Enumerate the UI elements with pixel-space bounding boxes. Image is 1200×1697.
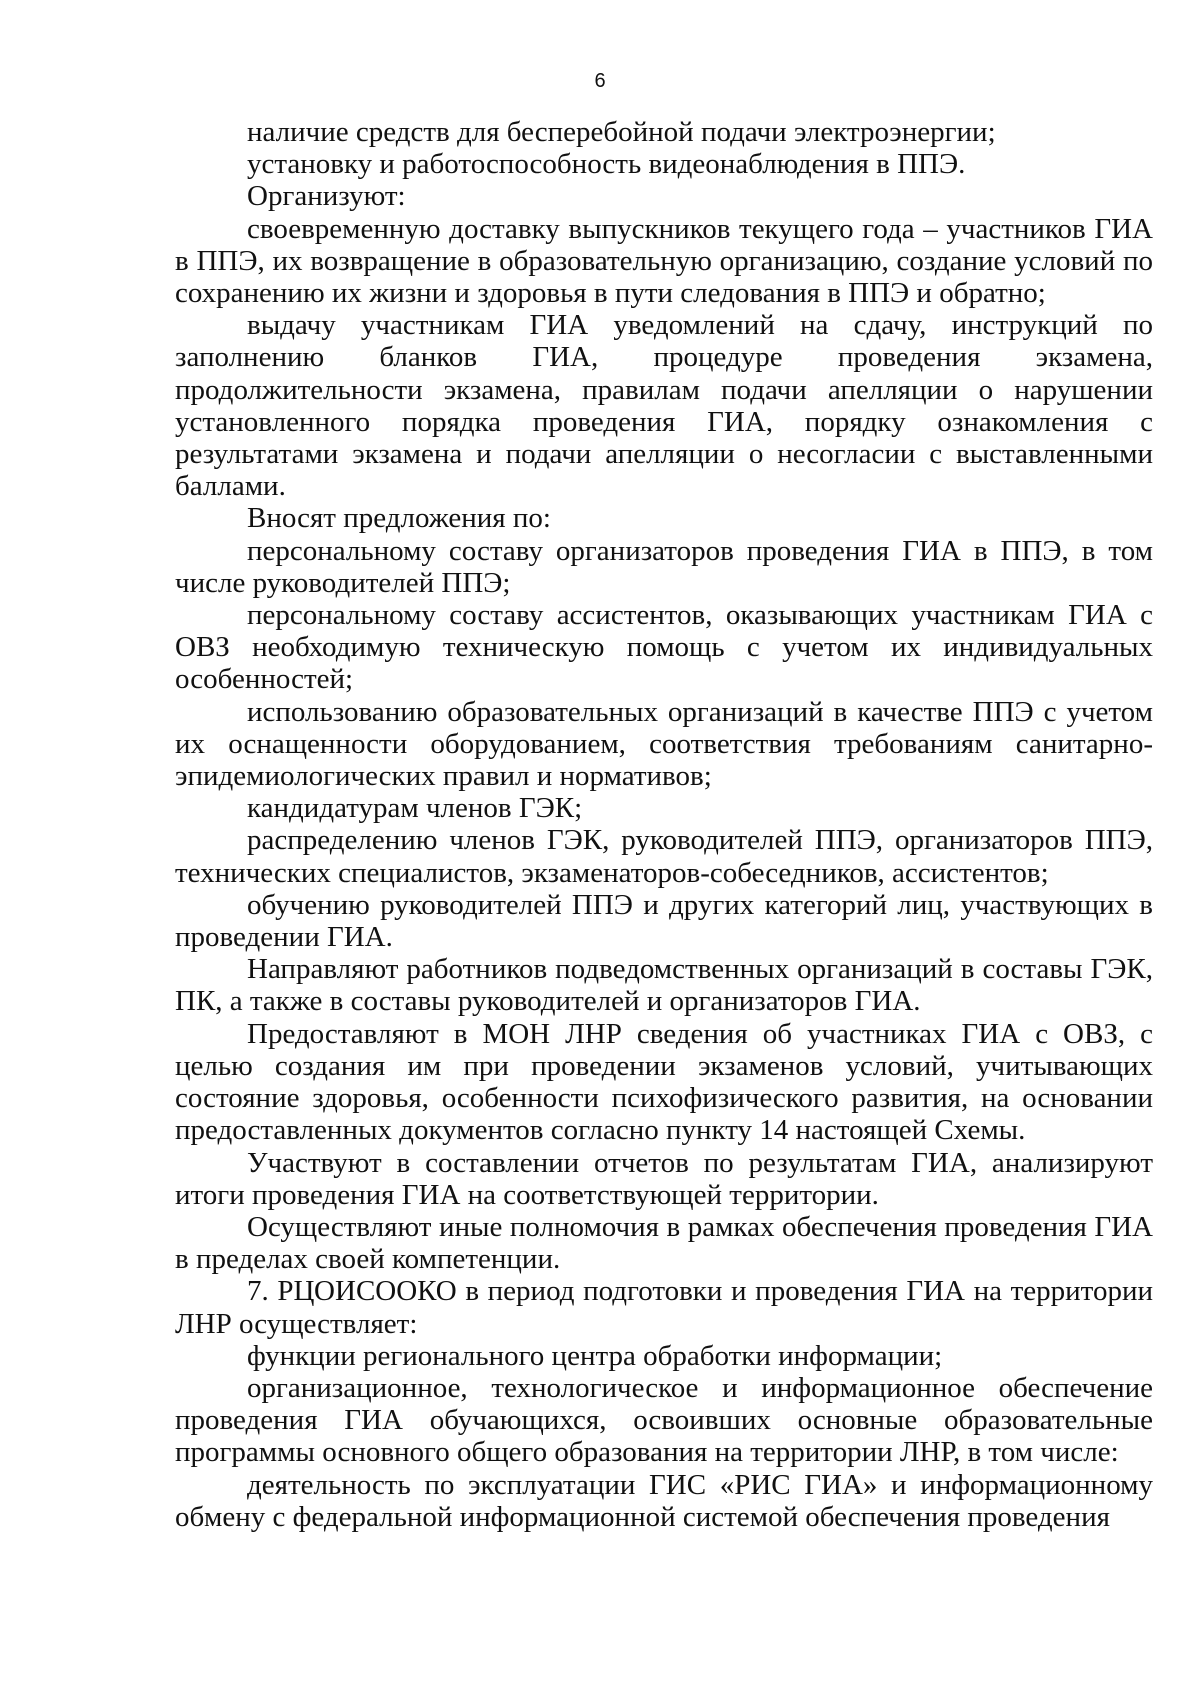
paragraph: Осуществляют иные полномочия в рамках обеспечения проведения ГИА в пределах своей компетенции.	[175, 1210, 1153, 1276]
paragraph: выдачу участникам ГИА уведомлений на сдачу, инструкций по заполнению бланков ГИА, процедуре проведения экзамена, продолжительности экзамена, правилам подачи апелляции о нарушении установленного порядка проведения ГИА, порядку ознакомления с результатами экзамена и подачи апелляции о несогласии с выставленными баллами.	[175, 309, 1153, 503]
paragraph: Направляют работников подведомственных организаций в составы ГЭК, ПК, а также в составы руководителей и организаторов ГИА.	[175, 953, 1153, 1018]
paragraph: Участвуют в составлении отчетов по результатам ГИА, анализируют итоги проведения ГИА на соответствующей территории.	[175, 1146, 1153, 1211]
paragraph: Предоставляют в МОН ЛНР сведения об участниках ГИА с ОВЗ, с целью создания им при проведении экзаменов условий, учитывающих состояние здоровья, особенности психофизического развития, на основании предоставленных документов согласно пункту 14 настоящей Схемы.	[175, 1017, 1153, 1147]
paragraph: использованию образовательных организаций в качестве ППЭ с учетом их оснащенности оборудованием, соответствия требованиям санитарно-эпидемиологических правил и нормативов;	[175, 695, 1153, 793]
body-text	[175, 116, 1153, 1533]
page-number: 6	[594, 70, 606, 92]
paragraph: распределению членов ГЭК, руководителей ППЭ, организаторов ППЭ, технических специалистов, экзаменаторов-собеседников, ассистентов;	[175, 824, 1153, 889]
paragraph: установку и работоспособность видеонаблюдения в ППЭ.	[247, 148, 966, 181]
paragraph: 7. РЦОИСООКО в период подготовки и проведения ГИА на территории ЛНР осуществляет:	[175, 1275, 1153, 1340]
paragraph: организационное, технологическое и информационное обеспечение проведения ГИА обучающихся, освоивших основные образовательные программы основного общего образования на территории ЛНР, в том числе:	[175, 1371, 1153, 1469]
paragraph: своевременную доставку выпускников текущего года – участников ГИА в ППЭ, их возвращение в образовательную организацию, создание условий по сохранению их жизни и здоровья в пути следования в ППЭ и обратно;	[175, 212, 1153, 310]
paragraph: Организуют:	[247, 180, 406, 213]
paragraph: функции регионального центра обработки информации;	[247, 1339, 943, 1372]
paragraph: деятельность по эксплуатации ГИС «РИС ГИА» и информационному обмену с федеральной информационной системой обеспечения проведения	[175, 1468, 1153, 1533]
paragraph: персональному составу ассистентов, оказывающих участникам ГИА с ОВЗ необходимую техническую помощь с учетом их индивидуальных особенностей;	[175, 599, 1153, 696]
paragraph: Вносят предложения по:	[247, 502, 551, 535]
paragraph: наличие средств для бесперебойной подачи электроэнергии;	[247, 116, 996, 148]
paragraph: кандидатурам членов ГЭК;	[247, 792, 583, 825]
paragraph: персональному составу организаторов проведения ГИА в ППЭ, в том числе руководителей ППЭ;	[175, 534, 1153, 599]
paragraph: обучению руководителей ППЭ и других категорий лиц, участвующих в проведении ГИА.	[175, 888, 1153, 954]
